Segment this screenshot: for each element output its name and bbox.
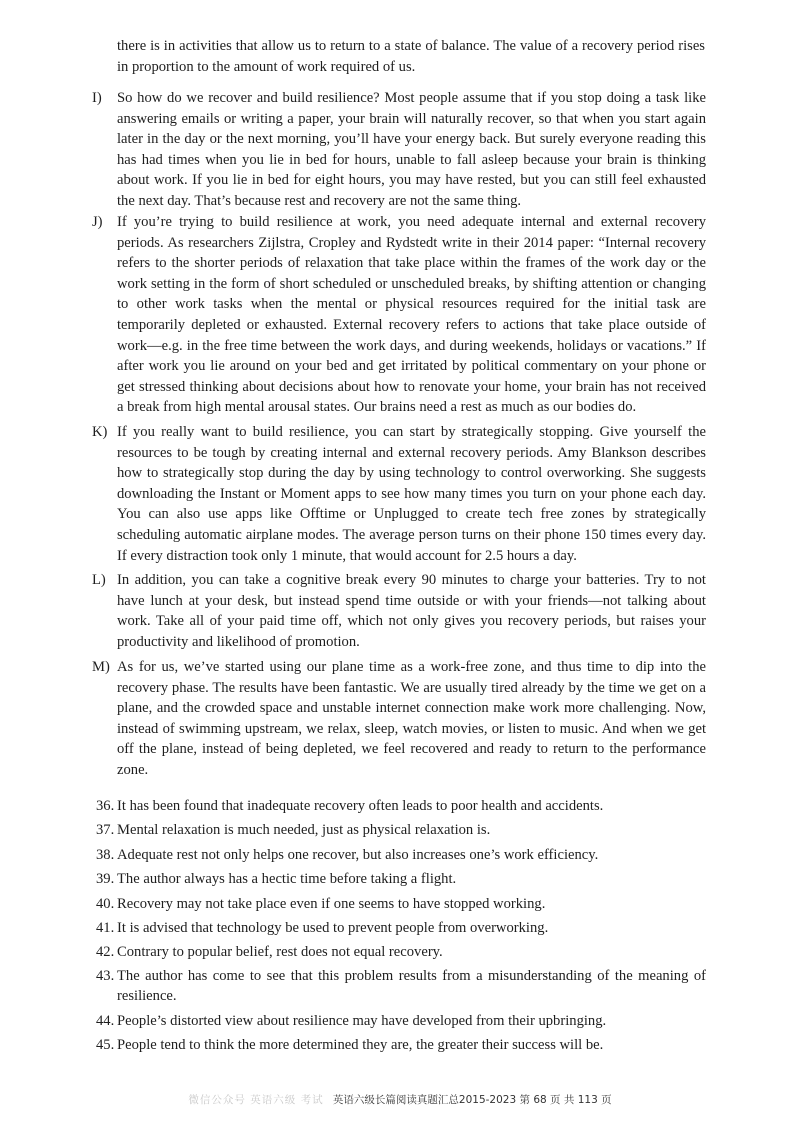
question-number: 40. [96,896,115,912]
question-number: 39. [96,871,115,887]
page-footer [0,1092,800,1107]
question-item [96,820,706,840]
question-text: It is advised that technology be used to prevent people from overworking. [117,920,549,936]
paragraph-text: In addition, you can take a cognitive break every 90 minutes to charge your batteries. Try to not have lunch at your desk, but instead spend time outside or with your friends—not talking about work. Take all of your paid time off, which not only gives you recovery periods, but raises your productivity and likelihood of promotion. [117,572,706,650]
footer-watermark: 微信公众号 英语六级 考试 [188,1094,324,1106]
question-text: Adequate rest not only helps one recover, but also increases one’s work efficiency. [117,847,599,863]
paragraph-label: K) [92,424,108,440]
paragraph-m [92,657,706,781]
paragraph-label: J) [92,214,103,230]
paragraph-label: M) [92,659,110,675]
question-item [96,918,706,938]
paragraph-text: As for us, we’ve started using our plane time as a work-free zone, and thus time to dip into the recovery phase. The results have been fantastic. We are usually tired already by the time we get on a plane, and the crowded space and unstable internet connection make work more challenging. Now, instead of swimming upstream, we relax, sleep, watch movies, or listen to music. And when we get off the plane, instead of being depleted, we feel recovered and ready to return to the performance zone. [117,659,706,778]
paragraph-l [92,570,706,652]
question-text: The author always has a hectic time before taking a flight. [117,871,457,887]
question-number: 44. [96,1013,115,1029]
question-item [96,869,706,889]
paragraph-j [92,212,706,418]
question-text: People tend to think the more determined they are, the greater their success will be. [117,1037,604,1053]
question-item [96,1011,706,1031]
question-number: 37. [96,822,115,838]
question-item [96,796,706,816]
question-text: People’s distorted view about resilience may have developed from their upbringing. [117,1013,607,1029]
question-item [96,966,706,1006]
question-number: 42. [96,944,115,960]
question-item [96,845,706,865]
paragraph-text: If you’re trying to build resilience at work, you need adequate internal and external recovery periods. As researchers Zijlstra, Cropley and Rydstedt write in their 2014 paper: “Internal recovery refers to the shorter periods of relaxation that take place within the frames of the work day or the work setting in the form of short scheduled or unscheduled breaks, by shifting attention or changing to other work tasks when the mental or physical resources required for the initial task are temporarily depleted or exhausted. External recovery refers to actions that take place outside of work—e.g. in the free time between the work days, and during weekends, holidays or vacations.” If after work you lie around on your bed and get irritated by political commentary on your phone or get stressed thinking about decisions about how to renovate your home, your brain has not received a break from high mental arousal states. Our brains need a rest as much as our bodies do. [117,214,706,416]
paragraph-k [92,422,706,566]
question-text: Recovery may not take place even if one seems to have stopped working. [117,896,546,912]
question-text: It has been found that inadequate recovery often leads to poor health and accidents. [117,798,604,814]
question-number: 36. [96,798,115,814]
question-text: The author has come to see that this problem results from a misunderstanding of the meaning of resilience. [117,968,706,1004]
paragraph-label: I) [92,90,102,106]
paragraph-text: So how do we recover and build resilience? Most people assume that if you stop doing a task like answering emails or writing a paper, your brain will naturally recover, so that when you start again later in the day or the next morning, you’ll have your energy back. But surely everyone reading this has had times when you lie in bed for hours, unable to fall asleep because your brain is thinking about work. If you lie in bed for eight hours, you may have rested, but you can still feel exhausted the next day. That’s because rest and recovery are not the same thing. [117,90,706,209]
question-item [96,1035,706,1055]
paragraph-label: L) [92,572,106,588]
footer-text: 英语六级长篇阅读真题汇总2015-2023 第 68 页 共 113 页 [332,1094,612,1106]
question-number: 45. [96,1037,115,1053]
intro-paragraph: there is in activities that allow us to return to a state of balance. The value of a recovery period rises in proportion to the amount of work required of us. [117,38,705,75]
question-number: 41. [96,920,115,936]
question-number: 38. [96,847,115,863]
question-text: Contrary to popular belief, rest does not equal recovery. [117,944,443,960]
paragraph-text: If you really want to build resilience, you can start by strategically stopping. Give yourself the resources to be tough by creating internal and external recovery periods. Amy Blankson describes how to strategically stop during the day by using technology to control overworking. She suggests downloading the Instant or Moment apps to see how many times you turn on your phone each day. You can also use apps like Offtime or Unplugged to create tech free zones by strategically scheduling automatic airplane modes. The average person turns on their phone 150 times every day. If every distraction took only 1 minute, that would account for 2.5 hours a day. [117,424,706,564]
question-item [96,942,706,962]
question-number: 43. [96,968,115,984]
question-item [96,894,706,914]
paragraph-i [92,88,706,212]
question-text: Mental relaxation is much needed, just as physical relaxation is. [117,822,491,838]
